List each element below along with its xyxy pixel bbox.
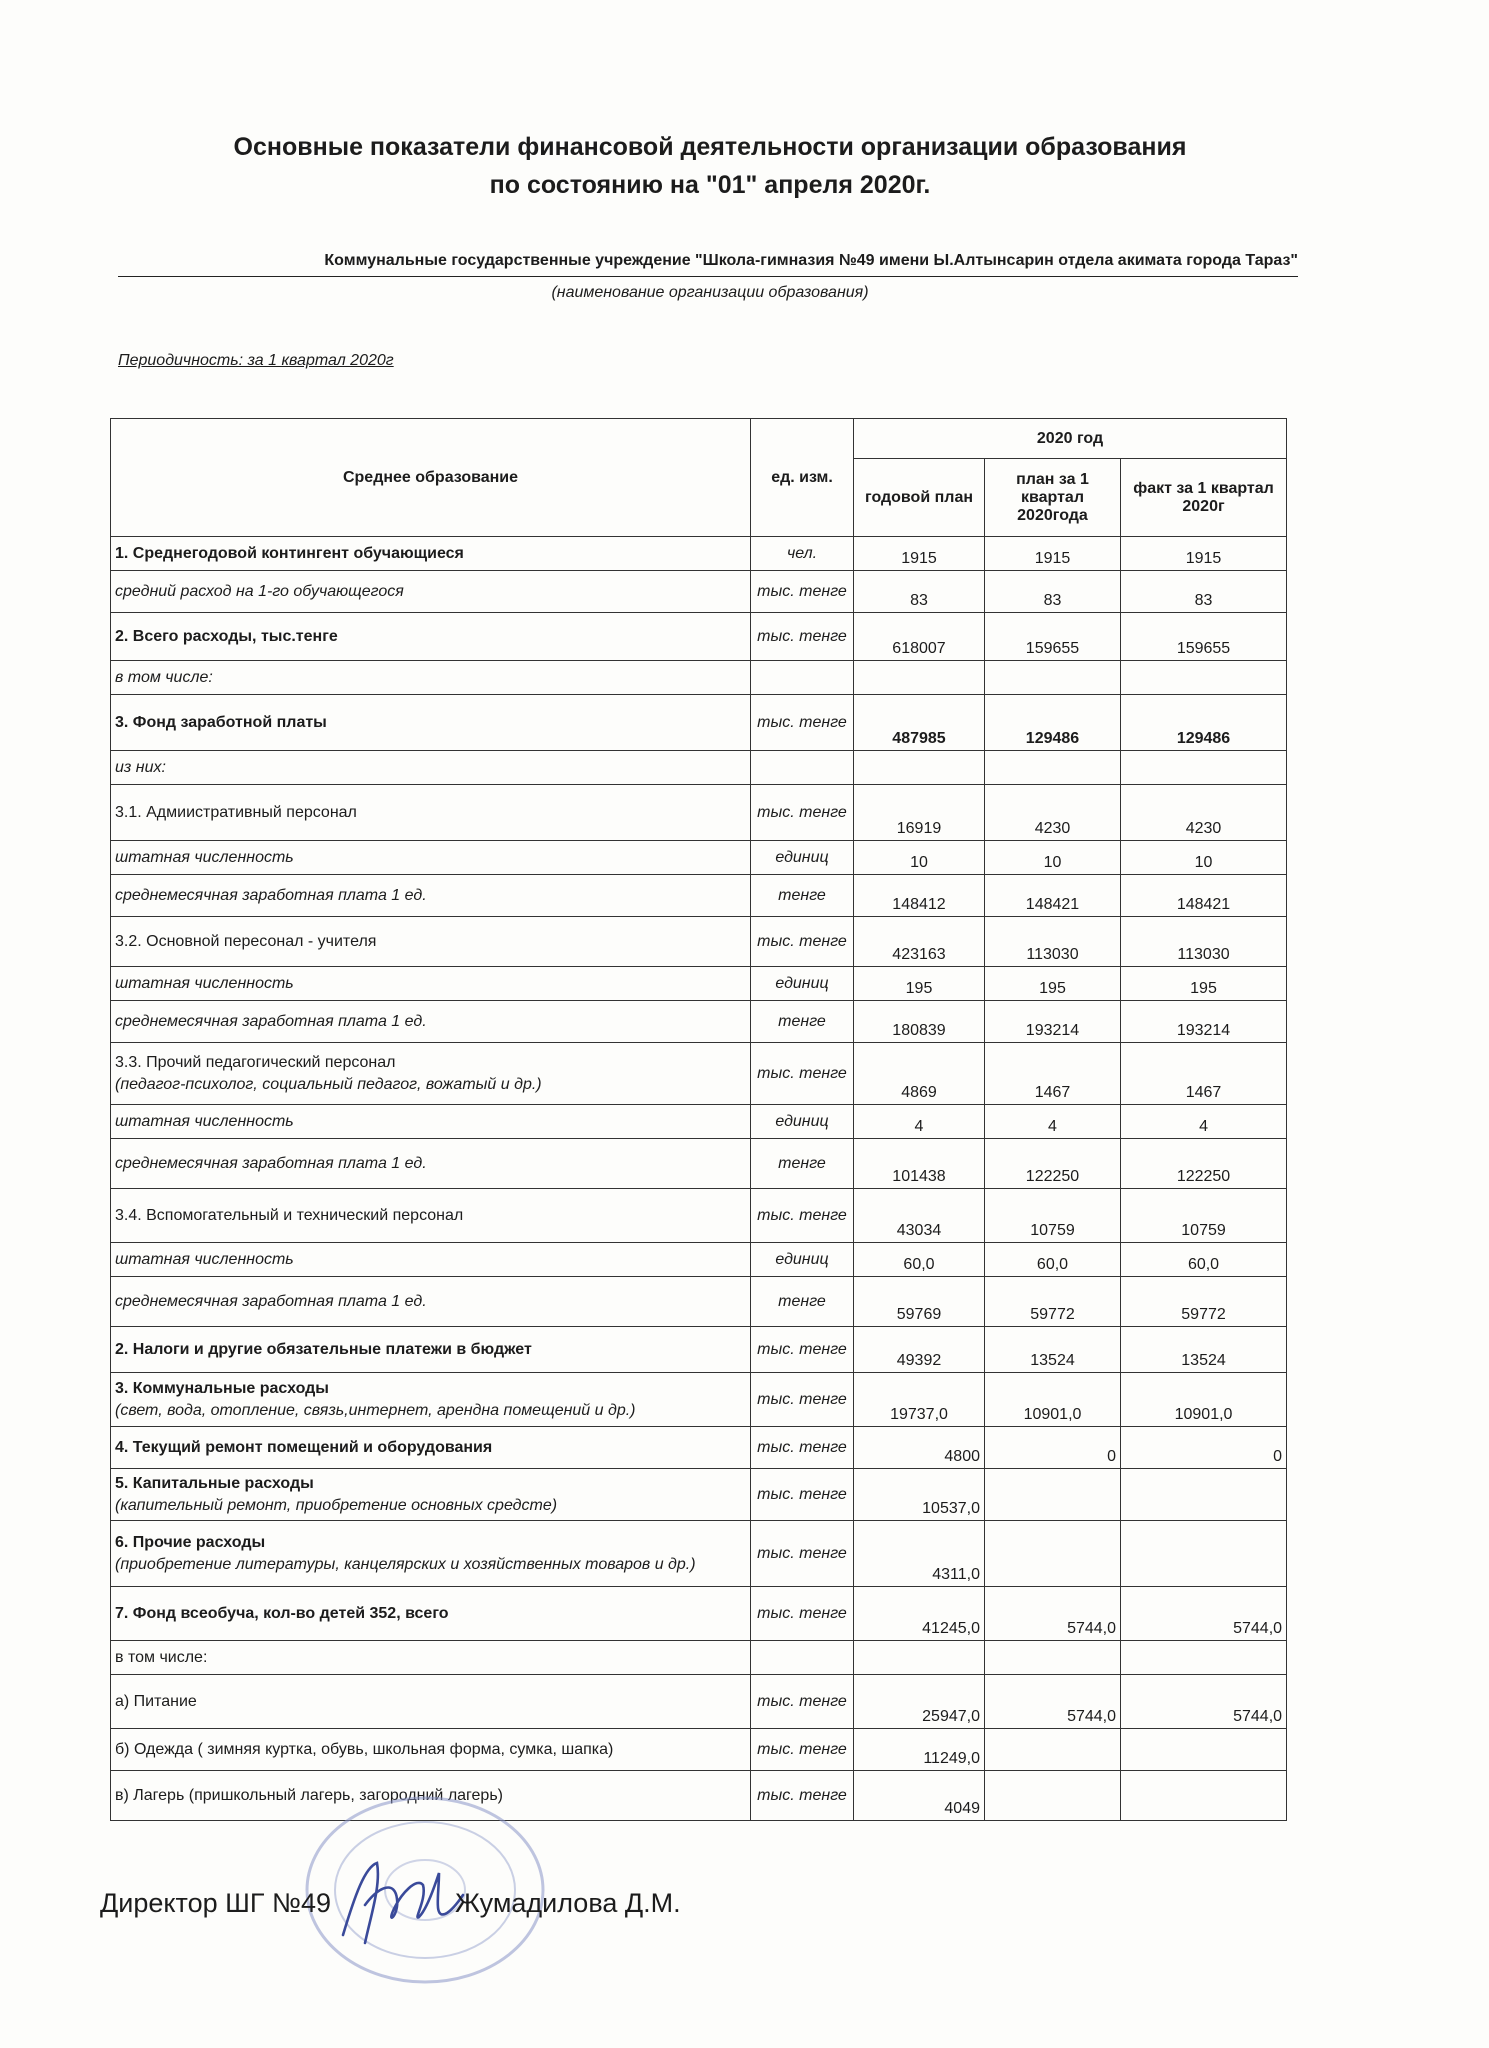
row-label: 3.2. Основной пересонал - учителя [115,932,377,950]
row-value-plan [985,1469,1121,1521]
table-row [111,1729,1287,1771]
row-value-plan [985,661,1121,695]
row-value-annual: 41245,0 [854,1587,985,1641]
row-label: среднемесячная заработная плата 1 ед. [115,886,427,904]
row-value-fact: 4 [1121,1105,1287,1139]
row-value-plan: 83 [985,571,1121,613]
row-value-plan: 10759 [985,1189,1121,1243]
row-value-fact [1121,1521,1287,1587]
row-value-annual [854,661,985,695]
row-value-annual: 423163 [854,917,985,967]
row-label-cell [111,1277,751,1327]
table-row [111,1469,1287,1521]
row-value-annual: 49392 [854,1327,985,1373]
table-row [111,1139,1287,1189]
row-label: 6. Прочие расходы [115,1533,266,1551]
row-value-fact: 5744,0 [1121,1675,1287,1729]
title-line-1: Основные показатели финансовой деятельности организации образования [233,133,1187,161]
row-unit: тенге [751,875,854,917]
row-unit: тыс. тенге [751,1373,854,1427]
row-value-annual: 83 [854,571,985,613]
row-value-fact: 4230 [1121,785,1287,841]
row-label-cell [111,841,751,875]
row-value-plan: 60,0 [985,1243,1121,1277]
row-value-fact: 1915 [1121,537,1287,571]
row-label: штатная численность [115,974,294,992]
row-value-fact: 59772 [1121,1277,1287,1327]
row-label: в том числе: [115,1648,208,1666]
row-label-cell [111,1373,751,1427]
row-value-fact [1121,1469,1287,1521]
row-unit: тыс. тенге [751,571,854,613]
row-label-cell [111,1675,751,1729]
row-value-annual: 195 [854,967,985,1001]
row-label: 5. Капитальные расходы [115,1474,314,1492]
row-value-plan [985,1729,1121,1771]
row-unit: тыс. тенге [751,1469,854,1521]
row-value-fact [1121,1771,1287,1821]
table-row [111,1521,1287,1587]
row-label: штатная численность [115,1250,294,1268]
row-label-cell [111,1641,751,1675]
table-row [111,917,1287,967]
row-unit: тыс. тенге [751,613,854,661]
row-value-fact [1121,1729,1287,1771]
row-value-fact: 10 [1121,841,1287,875]
row-label: 2. Всего расходы, тыс.тенге [115,627,338,645]
document-title [0,128,1420,204]
row-value-plan: 129486 [985,695,1121,751]
director-signature [335,1855,465,1950]
row-value-plan: 10901,0 [985,1373,1121,1427]
row-value-plan: 5744,0 [985,1587,1121,1641]
row-label-cell [111,1469,751,1521]
row-label-cell [111,1587,751,1641]
row-label-cell [111,875,751,917]
row-label-cell [111,917,751,967]
table-row [111,841,1287,875]
row-value-annual: 4869 [854,1043,985,1105]
table-row [111,1043,1287,1105]
row-unit: тенге [751,1001,854,1043]
organization-name: Коммунальные государственные учреждение "Школа-гимназия №49 имени Ы.Алтынсарин отдела акимата города Тараз" [118,252,1298,277]
header-annual-plan: годовой план [854,459,985,537]
row-unit: тыс. тенге [751,1729,854,1771]
row-label: 4. Текущий ремонт помещений и оборудования [115,1438,493,1456]
row-value-plan: 4230 [985,785,1121,841]
table-row [111,1373,1287,1427]
row-label-cell [111,1327,751,1373]
row-unit: тенге [751,1139,854,1189]
row-value-fact: 83 [1121,571,1287,613]
row-note: (капительный ремонт, приобретение основных средсте) [115,1496,558,1514]
row-label-cell [111,1001,751,1043]
row-label: а) Питание [115,1692,197,1710]
table-row [111,1243,1287,1277]
row-label: 1. Среднегодовой контингент обучающиеся [115,544,464,562]
row-value-annual: 4800 [854,1427,985,1469]
row-unit: тыс. тенге [751,1043,854,1105]
table-row [111,751,1287,785]
title-line-2: по состоянию на "01" апреля 2020г. [489,171,931,199]
row-label: из них: [115,758,166,776]
row-value-annual: 16919 [854,785,985,841]
row-value-annual: 4311,0 [854,1521,985,1587]
header-fact-q1: факт за 1 квартал 2020г [1121,459,1287,537]
row-label: штатная численность [115,848,294,866]
table-row [111,1001,1287,1043]
row-label: среднемесячная заработная плата 1 ед. [115,1292,427,1310]
row-unit: чел. [751,537,854,571]
table-row [111,1105,1287,1139]
row-value-annual: 1915 [854,537,985,571]
row-value-annual: 19737,0 [854,1373,985,1427]
row-label-cell [111,1521,751,1587]
row-label-cell [111,785,751,841]
row-value-fact: 122250 [1121,1139,1287,1189]
row-value-plan [985,1771,1121,1821]
row-value-plan: 1467 [985,1043,1121,1105]
row-value-annual: 11249,0 [854,1729,985,1771]
financial-table [110,418,1287,1821]
row-value-annual: 180839 [854,1001,985,1043]
row-value-fact: 195 [1121,967,1287,1001]
row-unit: тыс. тенге [751,917,854,967]
row-value-plan: 10 [985,841,1121,875]
row-unit: единиц [751,967,854,1001]
row-value-plan: 13524 [985,1327,1121,1373]
row-value-fact: 159655 [1121,613,1287,661]
row-note: (свет, вода, отопление, связь,интернет, арендна помещений и др.) [115,1401,636,1419]
table-row [111,661,1287,695]
header-section: Среднее образование [111,419,751,537]
row-label: среднемесячная заработная плата 1 ед. [115,1012,427,1030]
row-value-annual: 60,0 [854,1243,985,1277]
table-row [111,967,1287,1001]
row-value-fact: 5744,0 [1121,1587,1287,1641]
row-unit: тыс. тенге [751,785,854,841]
row-value-annual: 148412 [854,875,985,917]
header-plan-q1: план за 1 квартал 2020года [985,459,1121,537]
row-value-fact [1121,661,1287,695]
table-row [111,785,1287,841]
row-value-annual: 43034 [854,1189,985,1243]
table-row [111,1675,1287,1729]
row-unit: тыс. тенге [751,1521,854,1587]
row-label-cell [111,537,751,571]
director-name: Жумадилова Д.М. [455,1888,681,1918]
row-unit: тыс. тенге [751,695,854,751]
row-value-fact: 60,0 [1121,1243,1287,1277]
periodicity: Периодичность: за 1 квартал 2020г [118,352,394,369]
row-label: 7. Фонд всеобуча, кол-во детей 352, всего [115,1604,449,1622]
row-unit: тыс. тенге [751,1189,854,1243]
row-label-cell [111,1139,751,1189]
table-row [111,1327,1287,1373]
row-value-fact: 193214 [1121,1001,1287,1043]
row-unit [751,661,854,695]
row-value-annual: 59769 [854,1277,985,1327]
row-label: 3. Коммунальные расходы [115,1379,329,1397]
row-value-annual: 10 [854,841,985,875]
row-value-annual: 25947,0 [854,1675,985,1729]
header-unit: ед. изм. [751,419,854,537]
row-value-plan: 193214 [985,1001,1121,1043]
table-body [111,537,1287,1821]
row-value-annual: 10537,0 [854,1469,985,1521]
row-value-plan: 5744,0 [985,1675,1121,1729]
row-note: (приобретение литературы, канцелярских и хозяйственных товаров и др.) [115,1555,696,1573]
row-value-annual: 4049 [854,1771,985,1821]
row-label: 3. Фонд заработной платы [115,713,327,731]
row-unit: тыс. тенге [751,1675,854,1729]
row-value-plan: 195 [985,967,1121,1001]
row-unit: тыс. тенге [751,1427,854,1469]
row-value-fact: 1467 [1121,1043,1287,1105]
row-label-cell [111,751,751,785]
table-row [111,1587,1287,1641]
row-label-cell [111,661,751,695]
table-row [111,1771,1287,1821]
table-row [111,537,1287,571]
table-row [111,695,1287,751]
table-row [111,613,1287,661]
row-unit: тыс. тенге [751,1771,854,1821]
row-value-plan: 59772 [985,1277,1121,1327]
row-label: в том числе: [115,668,213,686]
row-label-cell [111,613,751,661]
row-value-annual [854,751,985,785]
row-label: средний расход на 1-го обучающегося [115,582,404,600]
row-label: среднемесячная заработная плата 1 ед. [115,1154,427,1172]
row-value-annual [854,1641,985,1675]
row-value-fact: 148421 [1121,875,1287,917]
table-row [111,571,1287,613]
row-value-plan: 159655 [985,613,1121,661]
row-value-annual: 101438 [854,1139,985,1189]
row-value-fact [1121,1641,1287,1675]
row-label: 3.4. Вспомогательный и технический персонал [115,1206,464,1224]
row-unit: единиц [751,841,854,875]
row-label-cell [111,1189,751,1243]
row-value-fact: 129486 [1121,695,1287,751]
row-label: в) Лагерь (пришкольный лагерь, загородний лагерь) [115,1786,503,1804]
row-value-plan [985,1521,1121,1587]
row-value-fact: 0 [1121,1427,1287,1469]
organization-caption: (наименование организации образования) [551,284,869,301]
row-value-fact [1121,751,1287,785]
row-label-cell [111,571,751,613]
row-label: 2. Налоги и другие обязательные платежи в бюджет [115,1340,532,1358]
row-unit: тыс. тенге [751,1587,854,1641]
table-row [111,1427,1287,1469]
row-unit: тыс. тенге [751,1327,854,1373]
row-value-plan: 0 [985,1427,1121,1469]
row-label-cell [111,1729,751,1771]
row-unit [751,1641,854,1675]
row-unit: единиц [751,1243,854,1277]
row-value-plan: 122250 [985,1139,1121,1189]
row-label: штатная численность [115,1112,294,1130]
row-value-plan: 1915 [985,537,1121,571]
row-unit: тенге [751,1277,854,1327]
row-label: 3.1. Адмиистративный персонал [115,803,357,821]
table-row [111,875,1287,917]
row-unit: единиц [751,1105,854,1139]
row-value-fact: 10759 [1121,1189,1287,1243]
row-value-plan [985,1641,1121,1675]
table-row [111,1189,1287,1243]
row-value-annual: 4 [854,1105,985,1139]
row-label: 3.3. Прочий педагогический персонал [115,1053,396,1071]
row-note: (педагог-психолог, социальный педагог, вожатый и др.) [115,1075,542,1093]
row-value-plan: 148421 [985,875,1121,917]
row-label-cell [111,1043,751,1105]
table-row [111,1641,1287,1675]
row-label-cell [111,1243,751,1277]
row-label-cell [111,967,751,1001]
table-row [111,1277,1287,1327]
row-value-plan: 113030 [985,917,1121,967]
director-position: Директор ШГ №49 [100,1888,331,1918]
row-value-plan [985,751,1121,785]
row-value-plan: 4 [985,1105,1121,1139]
row-value-fact: 113030 [1121,917,1287,967]
header-year: 2020 год [854,419,1287,459]
row-unit [751,751,854,785]
row-label-cell [111,1427,751,1469]
row-value-annual: 618007 [854,613,985,661]
row-value-fact: 10901,0 [1121,1373,1287,1427]
row-label: б) Одежда ( зимняя куртка, обувь, школьная форма, сумка, шапка) [115,1740,614,1758]
row-value-annual: 487985 [854,695,985,751]
row-value-fact: 13524 [1121,1327,1287,1373]
row-label-cell [111,1105,751,1139]
row-label-cell [111,695,751,751]
